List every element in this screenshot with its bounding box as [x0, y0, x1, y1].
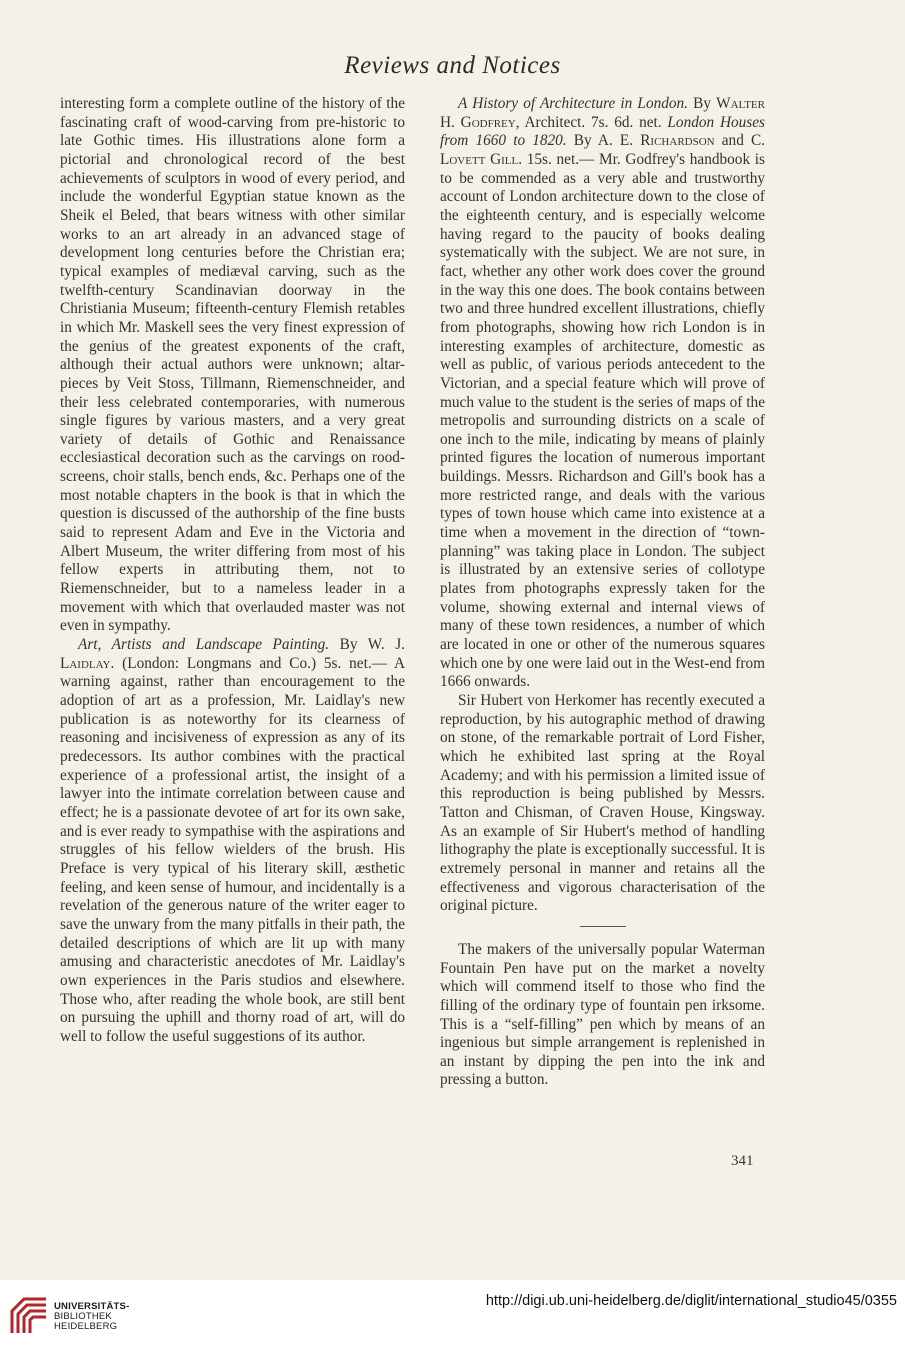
right-paragraph-2: Sir Hubert von Herkomer has recently executed a reproduction, by his autographic method of drawing on stone, of the remarkable portrait of Lord Fisher, which he exhibited last spring at the Royal Academy; and with his permission a limited issue of this reproduction is being published by Messrs. Tatton and Chisman, of Craven House, Kingsway. As an example of Sir Hubert's method of handling lithography the plate is exceptionally successful. It is extremely personal in manner and retains all the effectiveness and vigorous characterisation of the original picture.	[440, 692, 765, 915]
book-by-2: By A. E.	[566, 132, 641, 150]
book-title-history-architecture: A History of Architecture in London.	[458, 95, 689, 112]
book-by-1: By	[688, 95, 717, 112]
review-body-architecture: 15s. net.— Mr. Godfrey's handbook is to be commended as a very able and trustworthy account of London architecture down to the close of the eighteenth century, and is especially welcome having regard to the paucity of books dealing systematically with the subject. We are not sure, in fact, whether any other work does cover the ground in the way this one does. The book contains between two and three hundred excellent illustrations, chiefly from photographs, showing how rich London is in interesting examples of architecture, domestic as well as public, of various periods antecedent to the Victorian, and a special feature which will prove of much value to the student is the series of maps of the metropolis and surrounding districts on a scale of one inch to the mile, indicating by means of plainly printed figures the location of numerous important buildings. Messrs. Richardson and Gill's book has a more restricted range, and deals with the various types of town house which came into existence at a time when a movement in the direction of “town-planning” was taking place in London. The subject is illustrated by an extensive series of collotype plates from photographs expressly taken for the volume, showing external and internal views of many of these town residences, a number of which are located in one or other of the numerous squares which one by one were laid out in the West-end from 1666 onwards.	[440, 150, 765, 691]
book-author-godfrey: Walter H. Godfrey,	[440, 95, 765, 131]
right-paragraph-1	[440, 95, 765, 692]
book-author-laidlay: Laidlay.	[60, 654, 115, 672]
right-paragraph-3: The makers of the universally popular Waterman Fountain Pen have put on the market a novelty which will commend itself to those who find the filling of the ordinary type of fountain pen irksome. This is a “self-filling” pen which by means of an ingenious but simple arrangement is replenished in an instant by dipping the pen into the ink and pressing a button.	[440, 940, 765, 1089]
left-paragraph-2	[60, 636, 405, 1046]
logo-line-3: HEIDELBERG	[54, 1321, 118, 1332]
book-by: By W. J.	[329, 636, 405, 654]
page-number: 341	[731, 1153, 754, 1169]
book-author-richardson: Richardson	[640, 132, 715, 150]
book-and: and C.	[714, 132, 766, 150]
source-url-link[interactable]: http://digi.ub.uni-heidelberg.de/diglit/international_studio45/0355	[485, 1293, 897, 1309]
book-title-art-artists: Art, Artists and Landscape Painting.	[78, 636, 330, 654]
footer-bar	[0, 1280, 905, 1350]
book-title-london-houses: London Houses from 1660 to 1820.	[440, 113, 765, 150]
left-column	[60, 95, 405, 1046]
left-paragraph-1: interesting form a complete outline of the history of the fascinating craft of wood-carving from pre-historic to late Gothic times. His illustrations alone form a pictorial and chronological record of the best achievements of sculptors in wood of every period, and include the wonderful Egyptian statue known as the Sheik el Beled, that bears witness with other similar works to an art already in an advanced stage of development long centuries before the Christian era; typical examples of mediæval carving, such as the twelfth-century Scandinavian doorway in the Christiania Museum; fifteenth-century Flemish retables in which Mr. Maskell sees the very finest expression of the genius of the greatest exponents of the craft, although their actual authors were unknown; altar-pieces by Veit Stoss, Tillmann, Riemenschneider, and their less celebrated contemporaries, with numerous single figures by various masters, and a very great variety of details of Gothic and Renaissance ecclesiastical decoration such as the carvings on rood-screens, choir stalls, bench ends, &c. Perhaps one of the most notable chapters in the book is that in which the question is discussed of the authorship of the fine busts said to represent Adam and Eve in the Victoria and Albert Museum, the writer differing from most of his fellow experts in attributing them, not to Riemenschneider, but to a nameless leader in a movement with which that overlauded master was not even in sympathy.	[60, 95, 405, 635]
book-price-1: Architect. 7s. 6d. net.	[519, 113, 668, 131]
section-divider	[580, 926, 626, 927]
review-body-laidlay: (London: Longmans and Co.) 5s. net.— A warning against, rather than encouragement to the adoption of art as a profession, Mr. Laidlay's new publication is as noteworthy for its clearness of reasoning and incisiveness of expression as any of its predecessors. Its author combines with the practical experience of a professional artist, the insight of a lawyer into the intimate correlation between cause and effect; he is a passionate devotee of art for its own sake, and is ever ready to sympathise with the aspirations and struggles of his fellow wielders of the brush. His Preface is very typical of his literary skill, æsthetic feeling, and keen sense of humour, and incidentally is a revelation of the generous nature of the writer eager to save the unwary from the many pitfalls in their path, the detailed descriptions of which are lit up with many amusing and characteristic anecdotes of Mr. Laidlay's own experiences in the Paris studios and elsewhere. Those who, after reading the whole book, are still bent on pursuing the uphill and thorny road of art, will do well to follow the useful suggestions of its author.	[60, 654, 405, 1045]
right-column	[440, 95, 765, 1090]
library-logo-icon	[8, 1295, 50, 1337]
library-logo-text	[54, 1302, 129, 1332]
running-title: Reviews and Notices	[344, 52, 561, 79]
logo-line-1: UNIVERSITÄTS-	[54, 1301, 130, 1312]
book-author-gill: Lovett Gill.	[440, 150, 523, 168]
logo-line-2: BIBLIOTHEK	[54, 1311, 112, 1322]
